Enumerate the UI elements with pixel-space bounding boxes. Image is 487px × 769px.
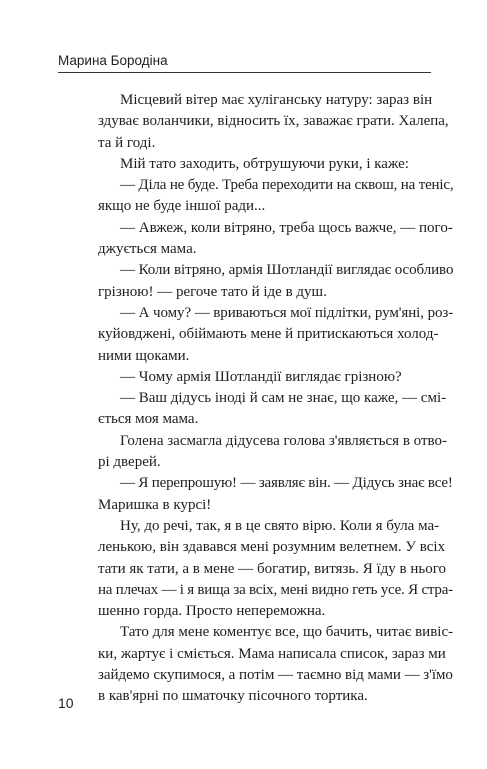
paragraph [76,367,453,388]
text-line: Мій тато заходить, обтрушуючи руки, і каже: [120,155,409,172]
text-line: ки, жартує і сміється. Мама написала список, зараз ми [98,645,446,662]
author-name: Марина Бородіна [58,53,168,68]
running-header [58,52,431,73]
text-line: Тато для мене коментує все, що бачить, читає вивіс- [120,624,454,641]
text-line: Місцевий вітер має хуліганську натуру: зараз він [120,92,433,108]
text-line: зайдемо скупимося, а потім — таємно від мами — з'їмо [98,667,453,684]
text-line: Ну, до речі, так, я в це свято вірю. Коли я була ма- [120,517,440,534]
paragraph [76,473,453,516]
text-line: — Діла не буде. Треба переходити на сквош, на теніс, [120,177,454,194]
text-line: в кав'ярні по шматочку пісочного тортика. [98,688,368,705]
text-line: куйовджені, обіймають мене й притискаються холод- [98,326,439,343]
text-line: ється моя мама. [98,411,199,428]
paragraph [76,303,453,367]
page-number: 10 [58,695,74,711]
text-line: шенно горда. Просто непереможна. [98,603,326,620]
text-line: на плечах — і я вища за всіх, мені видно геть усе. Я стра- [98,581,453,598]
text-line: — Чому армія Шотландії виглядає грізною? [120,368,402,385]
paragraph [76,431,453,474]
text-line: ними щоками. [98,347,190,364]
text-line: — Я перепрошую! — заявляє він. — Дідусь знає все! [120,475,453,492]
text-line: — Авжеж, коли вітряно, треба щось важче, — пого- [120,219,453,236]
text-line: рі дверей. [98,454,161,471]
text-line: — Ваш дідусь іноді й сам не знає, що каже, — смі- [120,390,447,407]
text-line: Голена засмагла дідусева голова з'являється в отво- [120,432,447,449]
paragraph [76,388,453,431]
text-line: Маришка в курсі! [98,496,212,513]
text-line: джується мама. [98,241,197,258]
text-line: якщо не буде іншої ради... [98,198,266,215]
paragraph [76,90,453,154]
text-line: та й годі. [98,134,156,151]
text-line: тати як тати, а в мене — богатир, витязь. Я їду в нього [98,560,446,577]
paragraph [76,622,453,707]
paragraph [76,260,453,303]
paragraph [76,175,453,218]
text-line: — А чому? — вриваються мої підлітки, рум'яні, роз- [120,304,454,321]
paragraph [76,218,453,261]
text-line: грізною! — регоче тато й іде в душ. [98,283,327,300]
paragraph [76,516,453,622]
paragraph [76,154,453,175]
page-body [76,90,453,708]
text-line: ленькою, він здавався мені розумним велетнем. У всіх [98,539,446,556]
text-line: здуває воланчики, відносить їх, заважає грати. Халепа, [98,113,449,130]
text-line: — Коли вітряно, армія Шотландії виглядає особливо [120,262,454,279]
